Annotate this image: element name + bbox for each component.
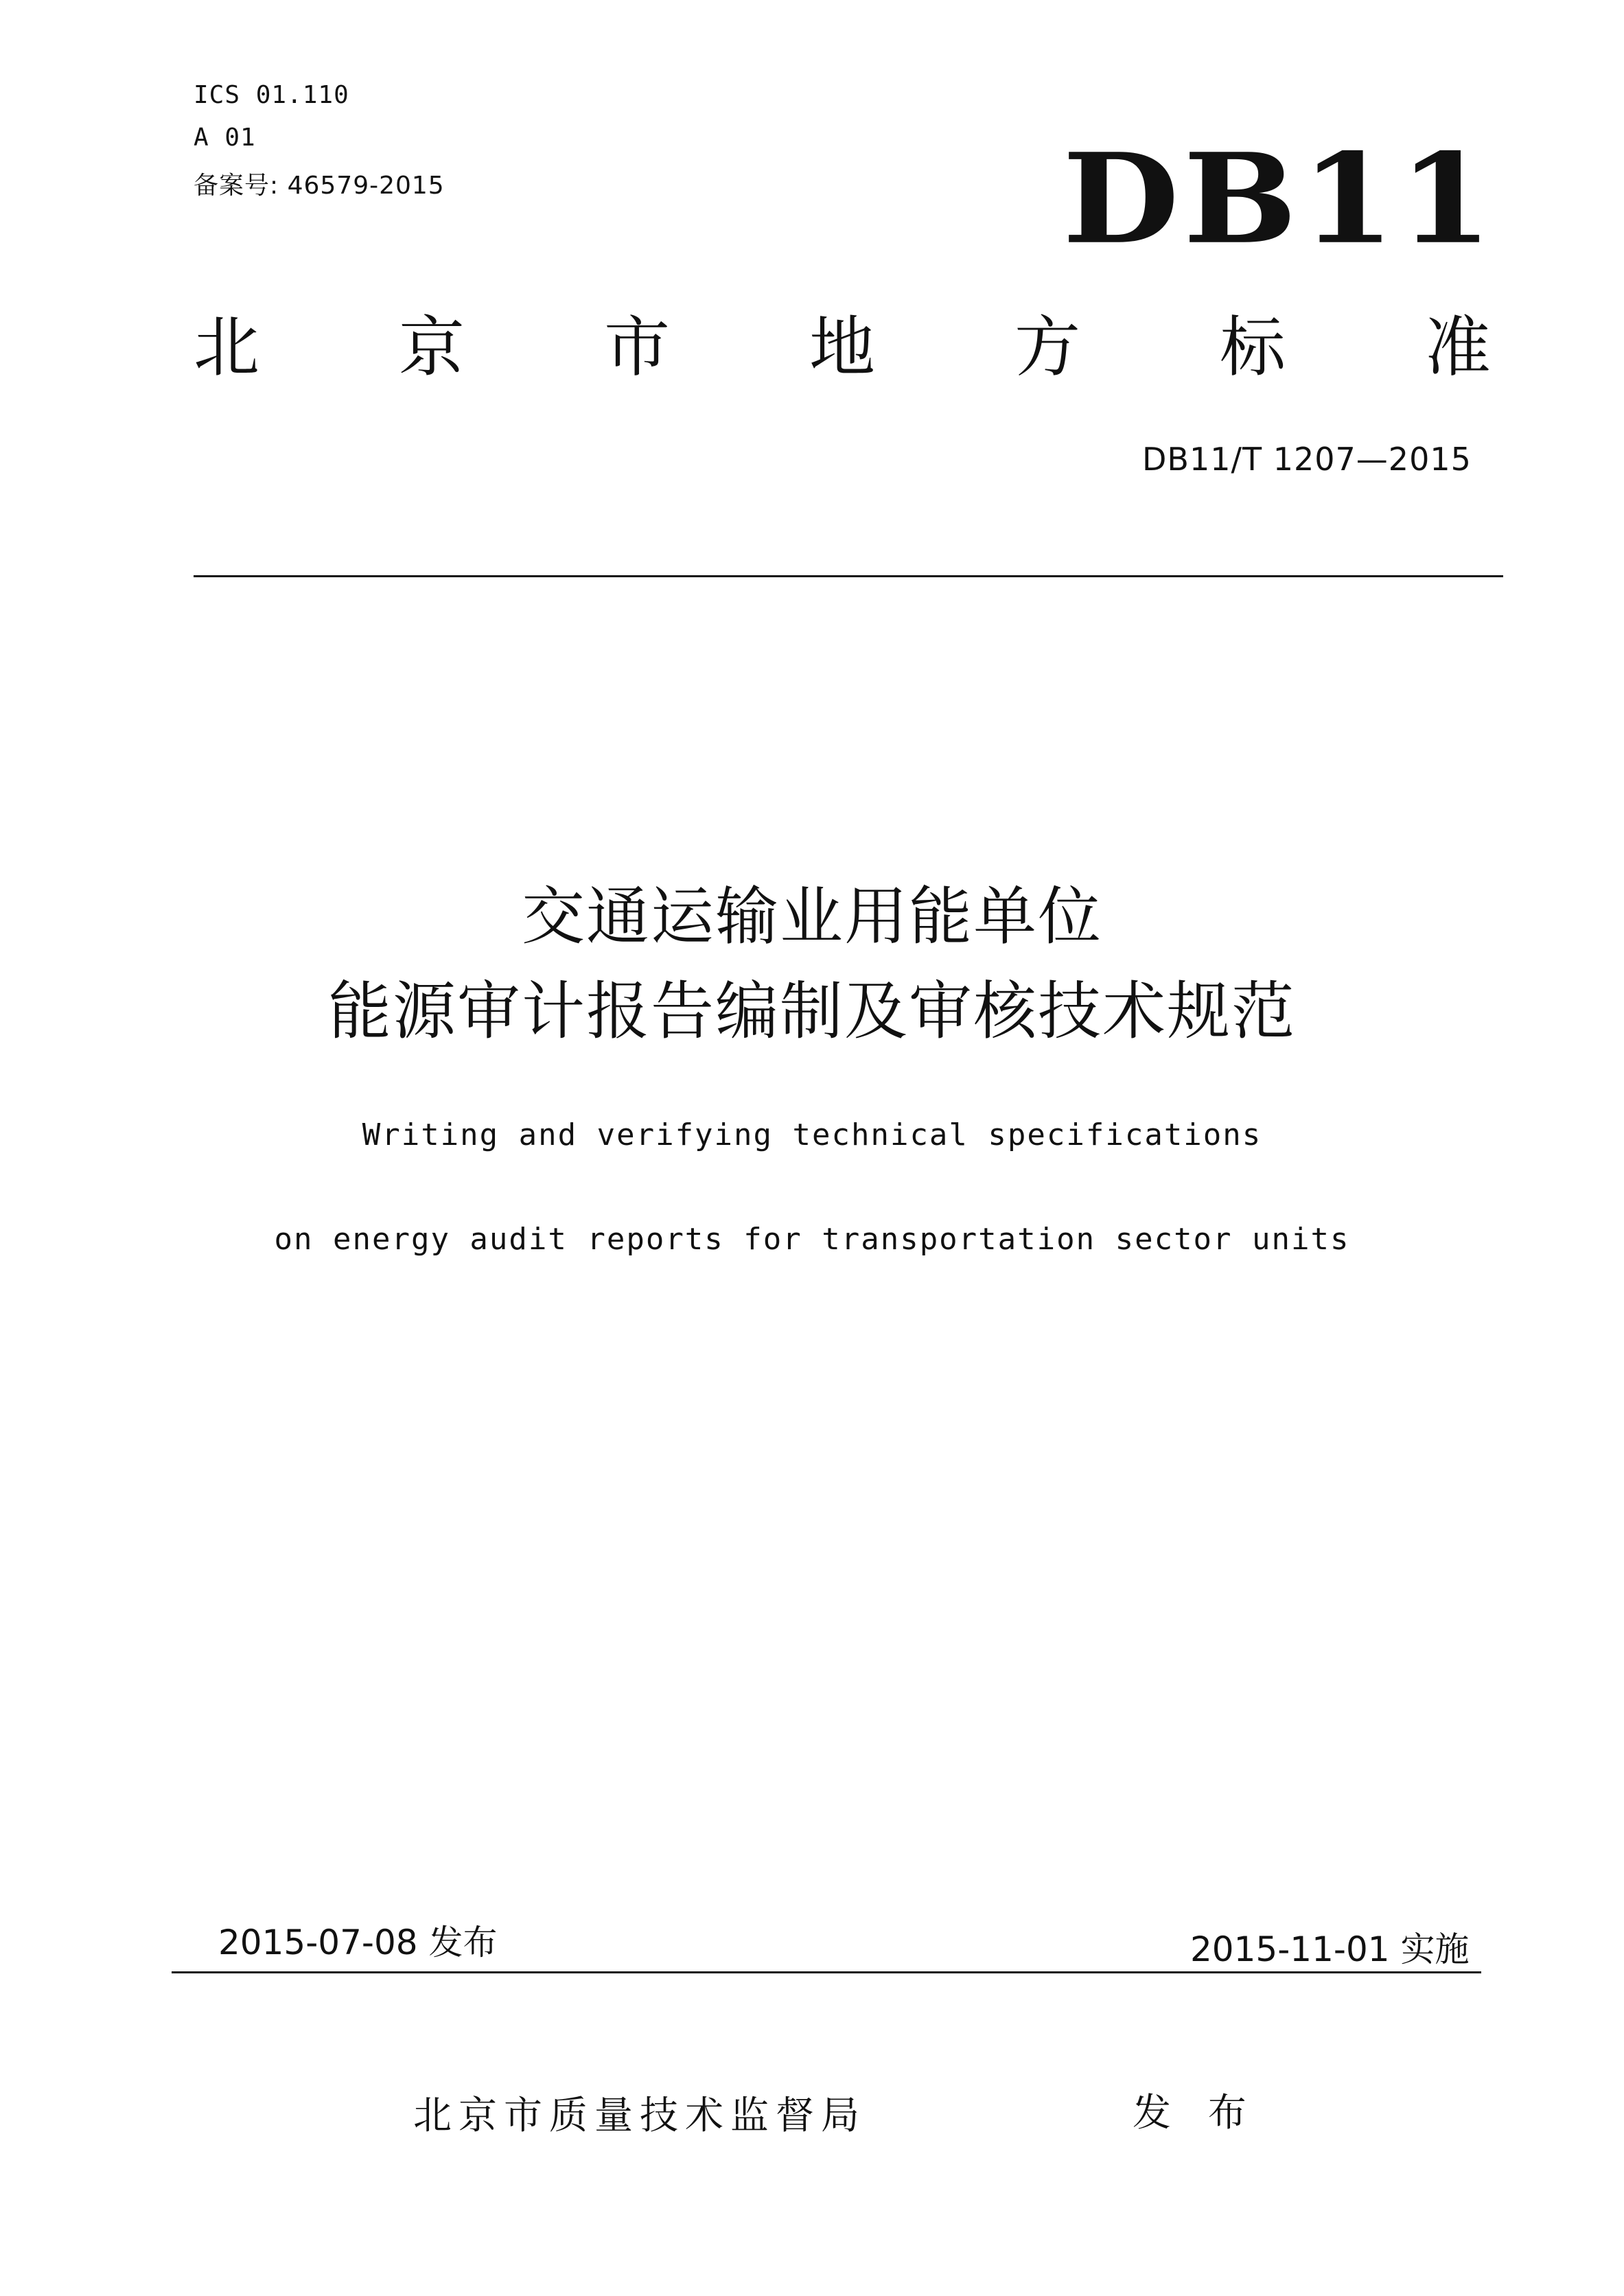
document-title-en-line1: Writing and verifying technical specifications	[362, 1117, 1262, 1152]
publisher-name: 北京市质量技术监督局	[413, 2094, 866, 2138]
standard-number: DB11/T 1207—2015	[1142, 441, 1472, 478]
standard-logo: DB11	[1063, 126, 1497, 272]
bottom-divider	[172, 1971, 1481, 1973]
top-divider	[194, 575, 1503, 577]
document-title-en-line2: on energy audit reports for transportation sector units	[274, 1222, 1350, 1257]
publish-label: 发 布	[1133, 2091, 1259, 2135]
document-title-cn-line1: 交通运输业用能单位	[521, 880, 1102, 953]
standard-type-char: 准	[1425, 309, 1491, 386]
record-number: 备案号: 46579-2015	[194, 172, 445, 200]
standard-type-char: 方	[1014, 309, 1080, 386]
standard-type-char: 京	[399, 309, 465, 386]
standard-type-char: 地	[809, 309, 875, 386]
standard-type-char: 市	[604, 309, 670, 386]
standard-type-char: 北	[194, 309, 259, 386]
standard-type-title	[194, 309, 1491, 386]
ics-code: ICS 01.110	[194, 81, 349, 109]
standard-type-char: 标	[1220, 309, 1286, 386]
category-code: A 01	[194, 124, 256, 152]
effective-date: 2015-11-01 实施	[1190, 1929, 1470, 1969]
document-title-cn-line2: 能源审计报告编制及审核技术规范	[327, 975, 1296, 1048]
issue-date: 2015-07-08 发布	[218, 1923, 498, 1962]
